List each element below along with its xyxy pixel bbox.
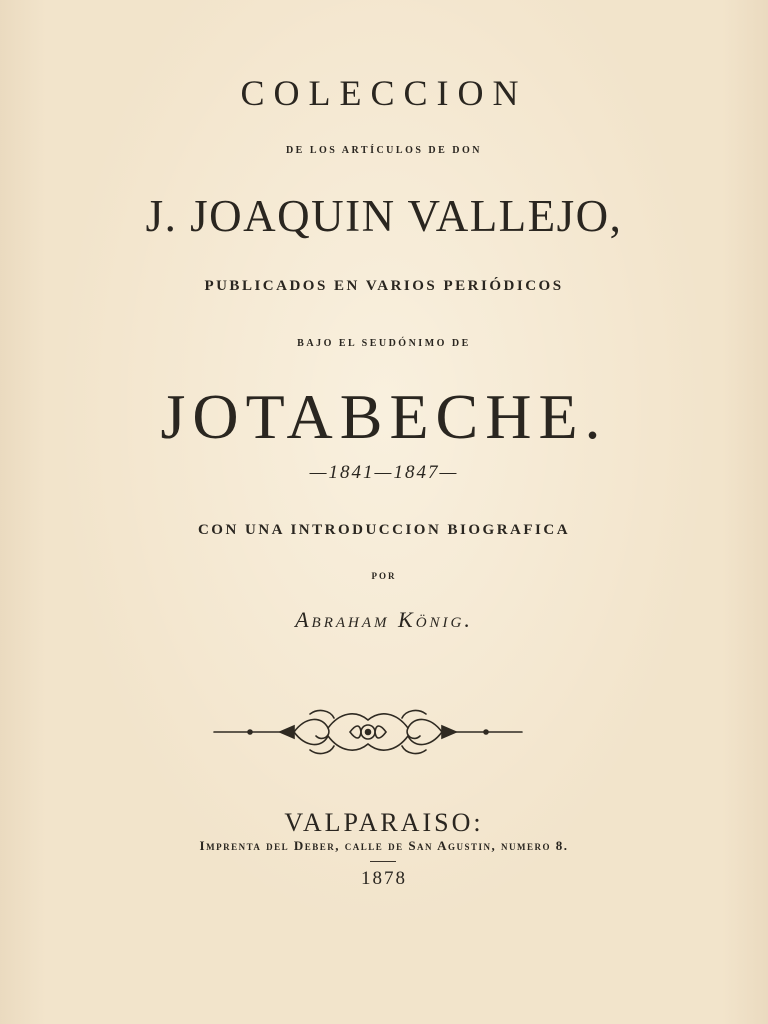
- por-line: POR: [371, 571, 397, 581]
- author-name: J. JOAQUIN VALLEJO,: [145, 191, 623, 241]
- introduccion-line: CON UNA INTRODUCCION BIOGRAFICA: [197, 522, 571, 538]
- publication-year: 1878: [361, 868, 407, 889]
- book-title: COLECCION: [240, 73, 528, 113]
- pseudonym-title: JOTABECHE.: [160, 381, 608, 452]
- decorative-scroll-ornament-icon: [210, 706, 526, 758]
- subtitle-articulos: DE LOS ARTÍCULOS DE DON: [285, 145, 483, 156]
- publication-city: VALPARAISO:: [284, 808, 484, 837]
- divider-rule: [370, 861, 396, 862]
- printer-line: Imprenta del Deber, calle de San Agustin, numero 8.: [199, 838, 569, 853]
- years-range: —1841—1847—: [309, 462, 459, 483]
- introducer-name: Abraham König.: [295, 607, 473, 632]
- bajo-seudonimo-line: BAJO EL SEUDÓNIMO DE: [297, 338, 471, 349]
- publicados-line: PUBLICADOS EN VARIOS PERIÓDICOS: [204, 278, 564, 294]
